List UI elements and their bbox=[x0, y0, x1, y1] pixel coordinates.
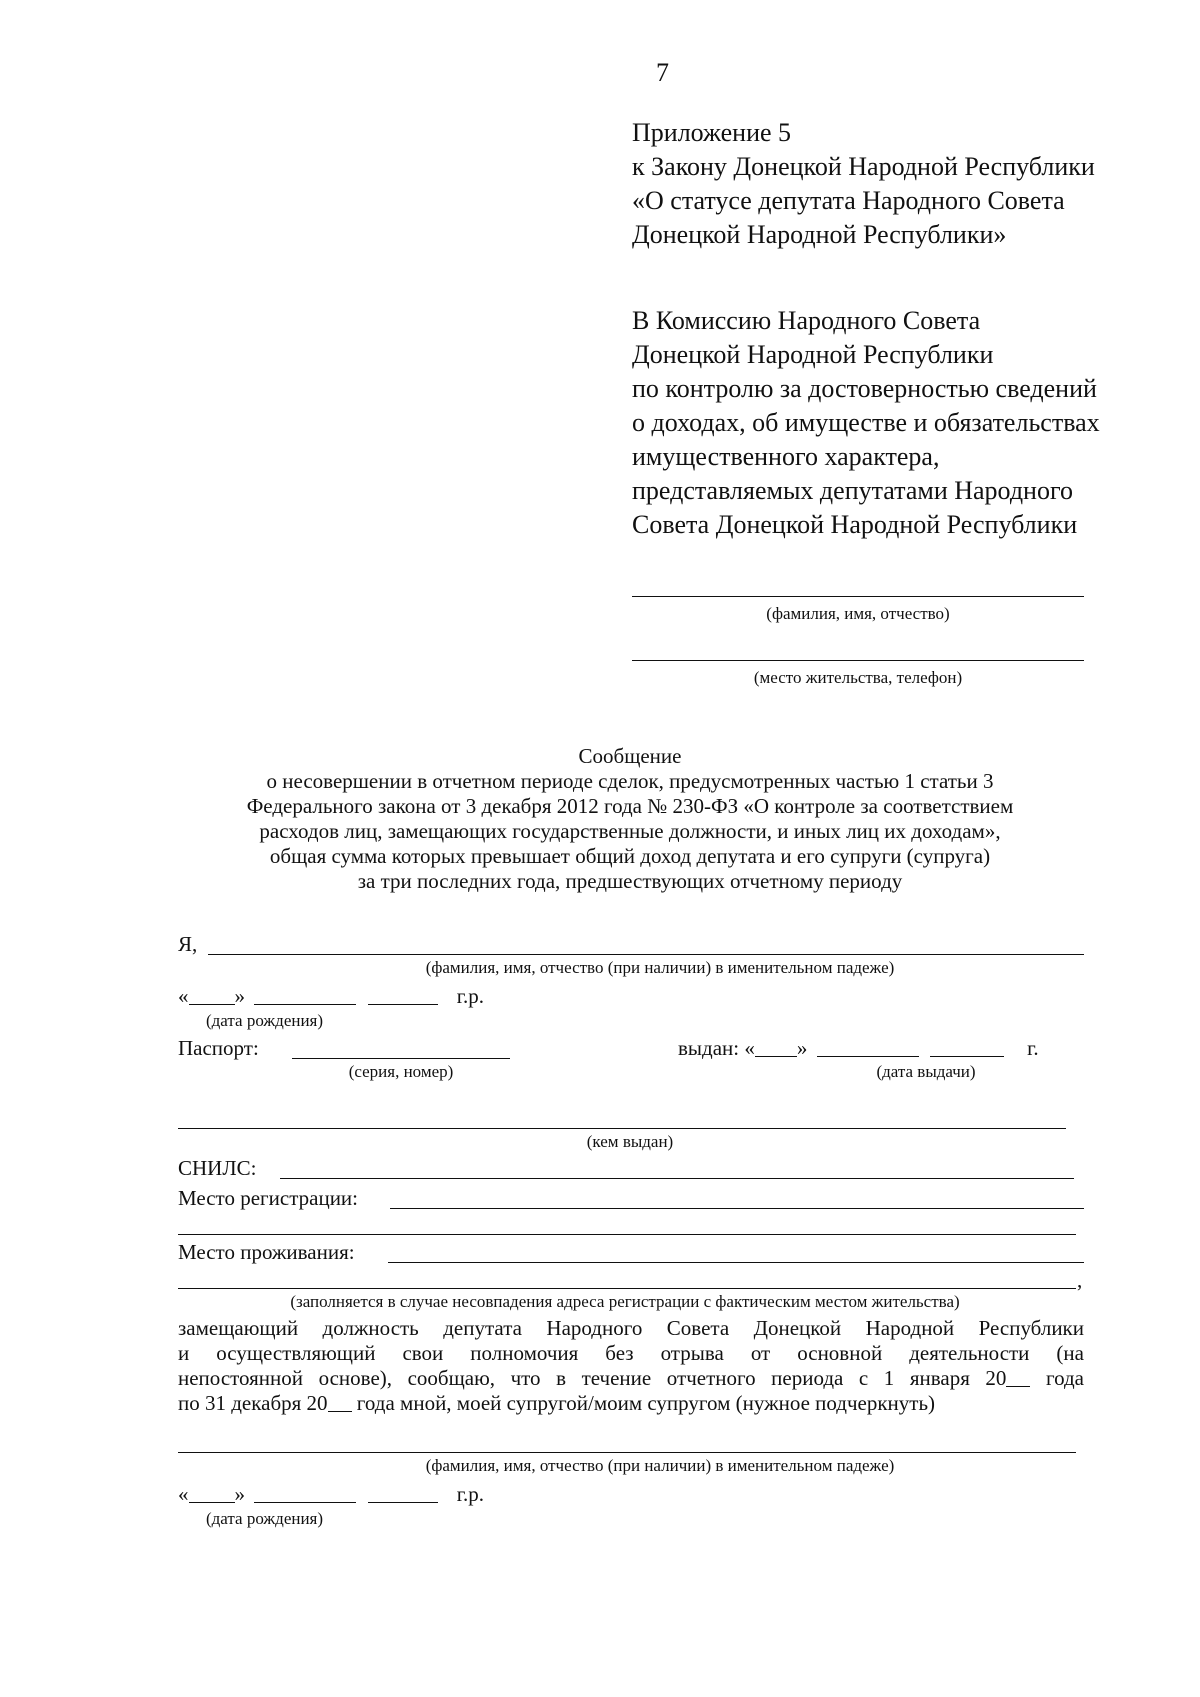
birth-year-field[interactable] bbox=[368, 1004, 438, 1005]
residence-field[interactable] bbox=[388, 1262, 1084, 1263]
sender-residence-caption: (место жительства, телефон) bbox=[753, 668, 963, 687]
spouse-birth-suffix: г.р. bbox=[456, 1482, 484, 1506]
addressee-line: имущественного характера, bbox=[632, 442, 940, 471]
paragraph-line-with-year bbox=[178, 1366, 1084, 1391]
sender-fio-caption: (фамилия, имя, отчество) bbox=[766, 604, 950, 623]
residence-field-line2[interactable] bbox=[178, 1288, 1076, 1289]
quote-close: » bbox=[234, 1482, 245, 1506]
period-start-suffix: года bbox=[1030, 1366, 1084, 1390]
spouse-fio-caption: (фамилия, имя, отчество (при наличии) в именительном падеже) bbox=[425, 1456, 895, 1475]
title-line: о несовершении в отчетном периоде сделок, предусмотренных частью 1 статьи 3 bbox=[266, 769, 994, 793]
birth-suffix: г.р. bbox=[456, 984, 484, 1008]
paragraph-line: замещающий должность депутата Народного Совета Донецкой Народной Республики bbox=[178, 1316, 1084, 1340]
paragraph-line: и осуществляющий свои полномочия без отрыва от основной деятельности (на bbox=[178, 1341, 1084, 1365]
start-year-field[interactable] bbox=[1006, 1386, 1030, 1387]
period-end-text: по 31 декабря 20 bbox=[178, 1391, 328, 1415]
quote-close: » bbox=[796, 1036, 808, 1060]
sender-residence-field[interactable] bbox=[632, 660, 1084, 661]
page-number: 7 bbox=[656, 58, 669, 87]
birth-day-field[interactable] bbox=[189, 1004, 235, 1005]
period-end-suffix: года мной, моей супругой/моим супругом (нужное подчеркнуть) bbox=[351, 1391, 936, 1415]
residence-label: Место проживания: bbox=[178, 1240, 355, 1264]
message-title bbox=[130, 744, 1130, 894]
end-year-field[interactable] bbox=[328, 1411, 352, 1412]
declaration-paragraph bbox=[178, 1316, 1084, 1416]
spouse-birth-date-row bbox=[178, 1482, 484, 1507]
residence-comma: , bbox=[1077, 1268, 1083, 1292]
issued-by-caption: (кем выдан) bbox=[586, 1132, 674, 1151]
spouse-fio-field[interactable] bbox=[178, 1452, 1076, 1453]
snils-label: СНИЛС: bbox=[178, 1156, 257, 1180]
appendix-line: «О статусе депутата Народного Совета bbox=[632, 186, 1065, 215]
spouse-birth-day-field[interactable] bbox=[189, 1502, 235, 1503]
sender-fio-field[interactable] bbox=[632, 596, 1084, 597]
spouse-birth-caption: (дата рождения) bbox=[206, 1509, 324, 1528]
birth-month-field[interactable] bbox=[254, 1004, 356, 1005]
appendix-line: Приложение 5 bbox=[632, 118, 792, 147]
addressee-line: представляемых депутатами Народного bbox=[632, 476, 1073, 505]
registration-field[interactable] bbox=[390, 1208, 1084, 1209]
issue-year-suffix: г. bbox=[1027, 1036, 1039, 1060]
title-line: расходов лиц, замещающих государственные должности, и иных лиц их доходам», bbox=[259, 819, 1001, 843]
addressee-line: о доходах, об имуществе и обязательствах bbox=[632, 408, 1100, 437]
title-line: за три последних года, предшествующих отчетному периоду bbox=[357, 869, 903, 893]
fio-caption: (фамилия, имя, отчество (при наличии) в именительном падеже) bbox=[425, 958, 895, 977]
addressee-line: Совета Донецкой Народной Республики bbox=[632, 510, 1078, 539]
snils-field[interactable] bbox=[280, 1178, 1074, 1179]
quote-close: » bbox=[234, 984, 245, 1008]
i-label: Я, bbox=[178, 932, 198, 956]
addressee-line: по контролю за достоверностью сведений bbox=[632, 374, 1097, 403]
addressee-block bbox=[632, 304, 1100, 542]
quote-open: « bbox=[178, 984, 189, 1008]
spouse-birth-year-field[interactable] bbox=[368, 1502, 438, 1503]
issued-by-field[interactable] bbox=[178, 1128, 1066, 1129]
issue-month-field[interactable] bbox=[817, 1056, 919, 1057]
registration-field-line2[interactable] bbox=[178, 1234, 1076, 1235]
issue-year-field[interactable] bbox=[930, 1056, 1004, 1057]
passport-number-field[interactable] bbox=[292, 1058, 510, 1059]
issued-label: выдан: « bbox=[678, 1036, 755, 1060]
appendix-block bbox=[632, 116, 1095, 252]
appendix-line: к Закону Донецкой Народной Республики bbox=[632, 152, 1095, 181]
passport-label: Паспорт: bbox=[178, 1036, 259, 1060]
title-heading: Сообщение bbox=[578, 744, 682, 768]
addressee-line: В Комиссию Народного Совета bbox=[632, 306, 981, 335]
birth-date-row bbox=[178, 984, 484, 1009]
paragraph-line-with-year bbox=[178, 1391, 1084, 1416]
issue-day-field[interactable] bbox=[755, 1056, 797, 1057]
registration-label: Место регистрации: bbox=[178, 1186, 359, 1210]
issued-row bbox=[678, 1036, 1039, 1061]
fio-field[interactable] bbox=[208, 954, 1084, 955]
residence-caption: (заполняется в случае несовпадения адреса регистрации с фактическим местом жительства) bbox=[290, 1292, 960, 1311]
period-start-text: непостоянной основе), сообщаю, что в течение отчетного периода с 1 января 20 bbox=[178, 1366, 1007, 1390]
appendix-line: Донецкой Народной Республики» bbox=[632, 220, 1007, 249]
passport-caption: (серия, номер) bbox=[348, 1062, 454, 1081]
spouse-birth-month-field[interactable] bbox=[254, 1502, 356, 1503]
title-line: Федерального закона от 3 декабря 2012 года № 230-ФЗ «О контроле за соответствием bbox=[246, 794, 1014, 818]
title-line: общая сумма которых превышает общий доход депутата и его супруги (супруга) bbox=[269, 844, 991, 868]
birth-caption: (дата рождения) bbox=[206, 1011, 324, 1030]
issue-date-caption: (дата выдачи) bbox=[876, 1062, 976, 1081]
addressee-line: Донецкой Народной Республики bbox=[632, 340, 994, 369]
quote-open: « bbox=[178, 1482, 189, 1506]
